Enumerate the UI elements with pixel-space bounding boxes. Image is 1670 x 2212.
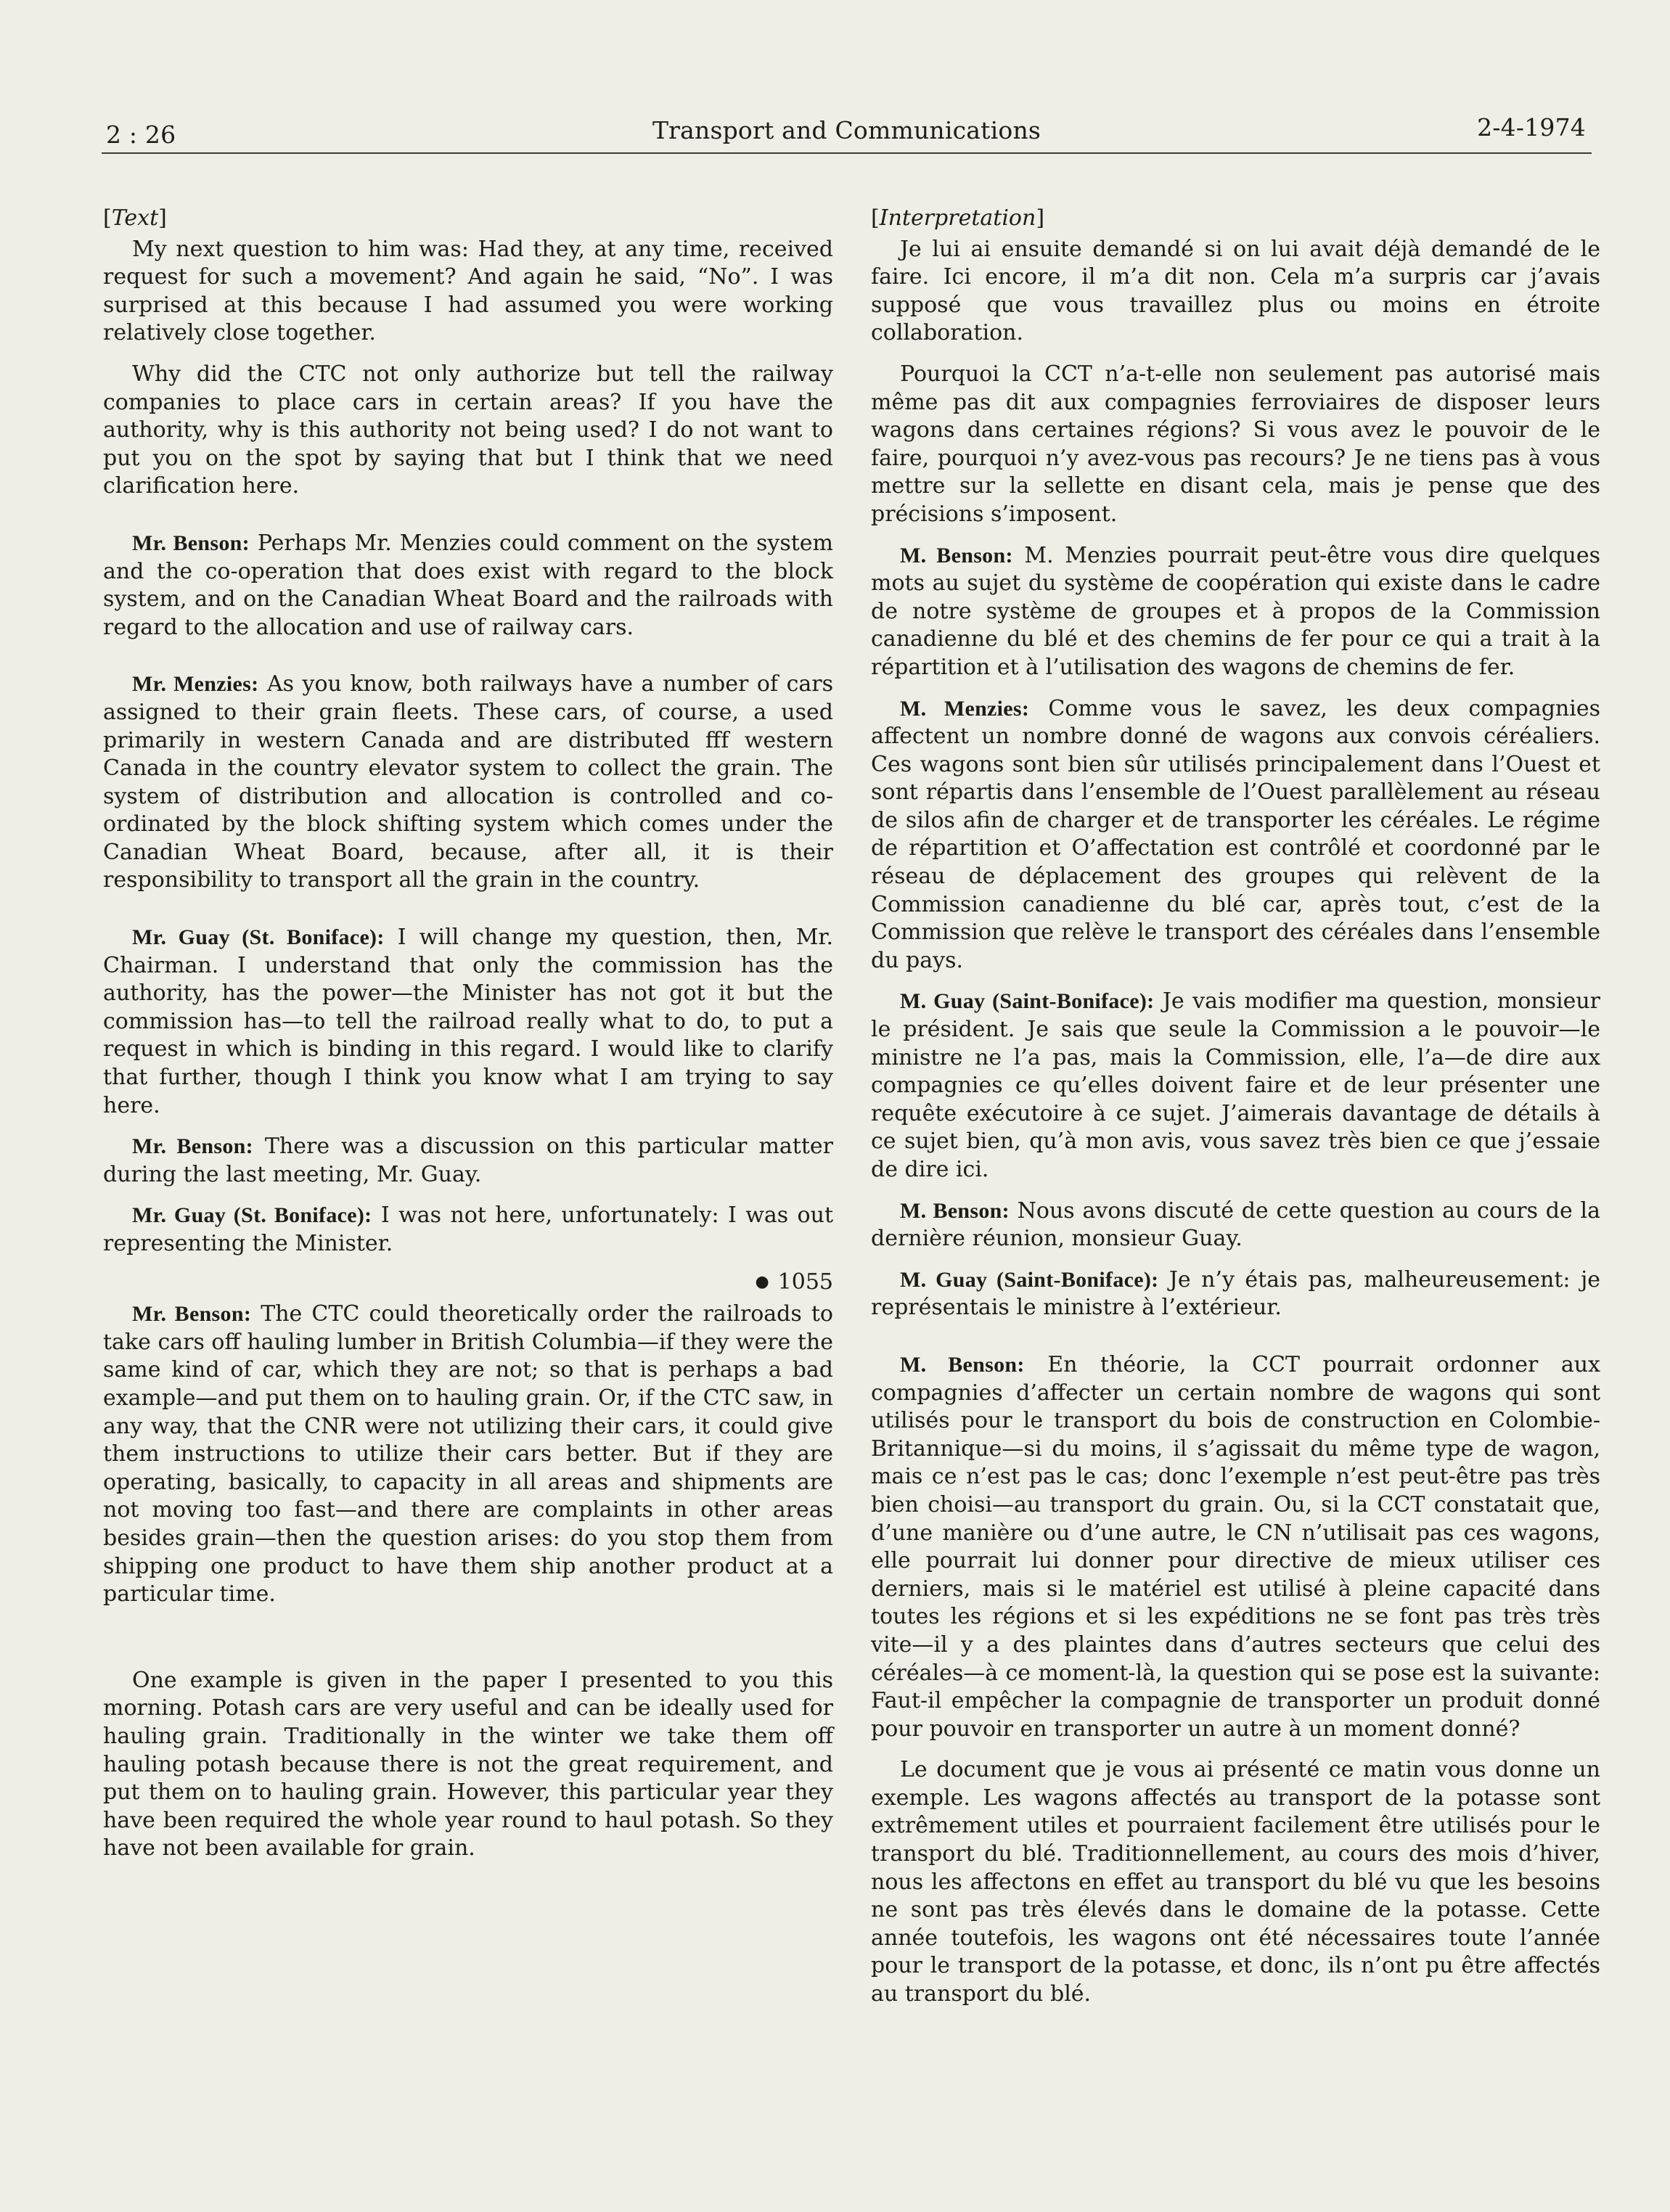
speech — [871, 695, 1600, 975]
speech — [871, 988, 1600, 1184]
english-column — [103, 205, 833, 1863]
speaker-name: M. Benson: — [900, 543, 1013, 568]
speech-text: Perhaps Mr. Menzies could comment on the system and the co-operation that does exist with regard to the block system, and on the Canadian Wheat Board and the railroads with regard to the allocation and use of railway cars. — [103, 530, 833, 640]
speech — [103, 924, 833, 1120]
speech — [103, 530, 833, 642]
speech — [103, 671, 833, 895]
speech-text: En théorie, la CCT pourrait ordonner aux compagnies d’affecter un certain nombre de wagons qui sont utilisés pour le transport du bois de construction en Colombie-Britannique—si du moins, il s’agissait du même type de wagon, mais ce n’est pas le cas; donc l’exemple n’est peut-être pas très bien choisi—au transport du grain. Ou, si la CCT constatait que, d’une manière ou d’une autre, le CN n’utilisait pas ces wagons, elle pourrait lui donner pour directive de mieux utiliser ces derniers, mais si le matériel est utilisé à pleine capacité dans toutes les régions et si les expéditions ne se font pas très très vite—il y a des plaintes dans d’autres secteurs que celui des céréales—à ce moment-là, la question qui se pose est la suivante: Faut-il empêcher la compagnie de transporter un produit donné pour pouvoir en transporter un autre à un moment donné? — [871, 1351, 1600, 1742]
french-column — [871, 205, 1600, 2009]
paragraph: One example is given in the paper I presented to you this morning. Potash cars are very useful and can be ideally used for hauling grain. Traditionally in the winter we take them off hauling potash because there is not the great requirement, and put them on to hauling grain. However, this particular year they have been required the whole year round to haul potash. So they have not been available for grain. — [103, 1667, 833, 1861]
text-label: [Text] — [103, 205, 167, 231]
speaker-name: M. Benson: — [900, 1198, 1010, 1223]
speaker-name: M. Guay (Saint-Boniface): — [900, 1267, 1159, 1292]
speech-text: I will change my question, then, Mr. Chairman. I understand that only the commission has the authority, has the power—the Minister has not got it but the commission has—to tell the railroad really what to do, to put a request in which is binding in this regard. I would like to clarify that further, though I think you know what I am trying to say here. — [103, 925, 833, 1118]
speech — [871, 542, 1600, 682]
speech — [103, 1202, 833, 1258]
speech-text: Je n’y étais pas, malheureusement: je représentais le ministre à l’extérieur. — [871, 1266, 1601, 1321]
speaker-name: Mr. Benson: — [132, 1302, 252, 1327]
speaker-name: Mr. Benson: — [132, 1134, 253, 1159]
speech-text: The CTC could theoretically order the railroads to take cars off hauling lumber in British Columbia—if they were the same kind of car, which they are not; so that is perhaps a bad example—and put them on to hauling grain. Or, if the CTC saw, in any way, that the CNR were not utilizing their cars, it could give them instructions to utilize their cars better. But if they are operating, basically, to capacity in all areas and shipments are not moving too fast—and there are complaints in other areas besides grain—then the question arises: do you stop them from shipping one product to have them ship another product at a particular time. — [103, 1301, 833, 1607]
header-rule — [102, 152, 1592, 154]
time-marker: ● 1055 — [755, 1269, 833, 1295]
speaker-name: Mr. Guay (St. Boniface): — [132, 925, 385, 950]
speaker-name: Mr. Benson: — [132, 531, 250, 555]
speech-text: There was a discussion on this particular matter during the last meeting, Mr. Guay. — [103, 1134, 833, 1187]
paragraph: Je lui ai ensuite demandé si on lui avait déjà demandé de le faire. Ici encore, il m’a dit non. Cela m’a surpris car j’avais supposé que vous travaillez plus ou moins en étroite collaboration. — [871, 236, 1600, 346]
speaker-name: Mr. Menzies: — [132, 672, 259, 697]
speaker-name: M. Menzies: — [900, 696, 1030, 721]
paragraph: Why did the CTC not only authorize but tell the railway companies to place cars in certain areas? If you have the authority, why is this authority not being used? I do not want to put you on the spot by saying that but I think that we need clarification here. — [103, 361, 833, 499]
speech — [871, 1266, 1600, 1322]
speech — [871, 1197, 1600, 1253]
issue-date: 2-4-1974 — [1477, 113, 1586, 142]
paragraph: Le document que je vous ai présenté ce matin vous donne un exemple. Les wagons affectés au transport de la potasse sont extrêmement utiles et pourraient facilement être utilisés pour le transport du blé. Traditionnellement, au cours des mois d’hiver, nous les affectons en effet au transport du blé vu que les besoins ne sont pas très élevés dans le domaine de la potasse. Cette année toutefois, les wagons ont été nécessaires toute l’année pour le transport de la potasse, et donc, ils n’ont pu être affectés au transport du blé. — [871, 1757, 1600, 2007]
speech-text: As you know, both railways have a number of cars assigned to their grain fleets. These cars, of course, a used primarily in western Canada and are distributed fff western Canada in the country elevator system to collect the grain. The system of distribution and allocation is controlled and co-ordinated by the block shifting system which comes under the Canadian Wheat Board, because, after all, it is their responsibility to transport all the grain in the country. — [103, 671, 833, 893]
speech — [103, 1300, 833, 1609]
speech-text: Comme vous le savez, les deux compagnies affectent un nombre donné de wagons aux convois céréaliers. Ces wagons sont bien sûr utilisés principalement dans l’Ouest et sont répartis dans l’ensemble de l’Ouest parallèlement au réseau de silos afin de charger et de transporter les céréales. Le régime de répartition et O’affectation est contrôlé et coordonné par le réseau de déplacement des groupes qui relèvent de la Commission canadienne du blé car, après tout, c’est de la Commission que relève le transport des céréales dans l’ensemble du pays. — [871, 695, 1600, 973]
speech-text: Je vais modifier ma question, monsieur le président. Je sais que seule la Commission a le pouvoir—le ministre ne l’a pas, mais la Commission, elle, l’a—de dire aux compagnies ce qu’elles doivent faire et de leur présenter une requête exécutoire à ce sujet. J’aimerais davantage de détails à ce sujet bien, qu’à mon avis, vous savez très bien ce que j’essaie de dire ici. — [871, 988, 1600, 1182]
paragraph: Pourquoi la CCT n’a-t-elle non seulement pas autorisé mais même pas dit aux compagnies ferroviaires de disposer leurs wagons dans certaines régions? Si vous avez le pouvoir de le faire, pourquoi n’y avez-vous pas recours? Je ne tiens pas à vous mettre sur la sellette en disant cela, mais je pense que des précisions s’imposent. — [871, 361, 1600, 527]
speech-text: Nous avons discuté de cette question au cours de la dernière réunion, monsieur Guay. — [871, 1197, 1600, 1252]
speech-text: I was not here, unfortunately: I was out representing the Minister. — [103, 1203, 833, 1256]
interpretation-label: [Interpretation] — [871, 205, 1045, 231]
bullet-icon: ● — [755, 1272, 769, 1291]
journal-title: Transport and Communications — [652, 116, 1041, 144]
speaker-name: Mr. Guay (St. Boniface): — [132, 1203, 372, 1228]
speaker-name: M. Guay (Saint-Boniface): — [900, 989, 1155, 1014]
running-header — [102, 115, 1592, 151]
speech-text: M. Menzies pourrait peut-être vous dire quelques mots au sujet du système de coopération qui existe dans le cadre de notre système de groupes et à propos de la Commission canadienne du blé et des chemins de fer pour ce qui a trait à la répartition et à l’utilisation des wagons de chemins de fer. — [871, 542, 1600, 680]
speaker-name: M. Benson: — [900, 1352, 1025, 1377]
speech — [871, 1351, 1600, 1743]
speech — [103, 1133, 833, 1189]
paragraph: My next question to him was: Had they, at any time, received request for such a movement? And again he said, “No”. I was surprised at this because I had assumed you were working relatively close together. — [103, 236, 833, 346]
page-number: 2 : 26 — [106, 120, 176, 149]
